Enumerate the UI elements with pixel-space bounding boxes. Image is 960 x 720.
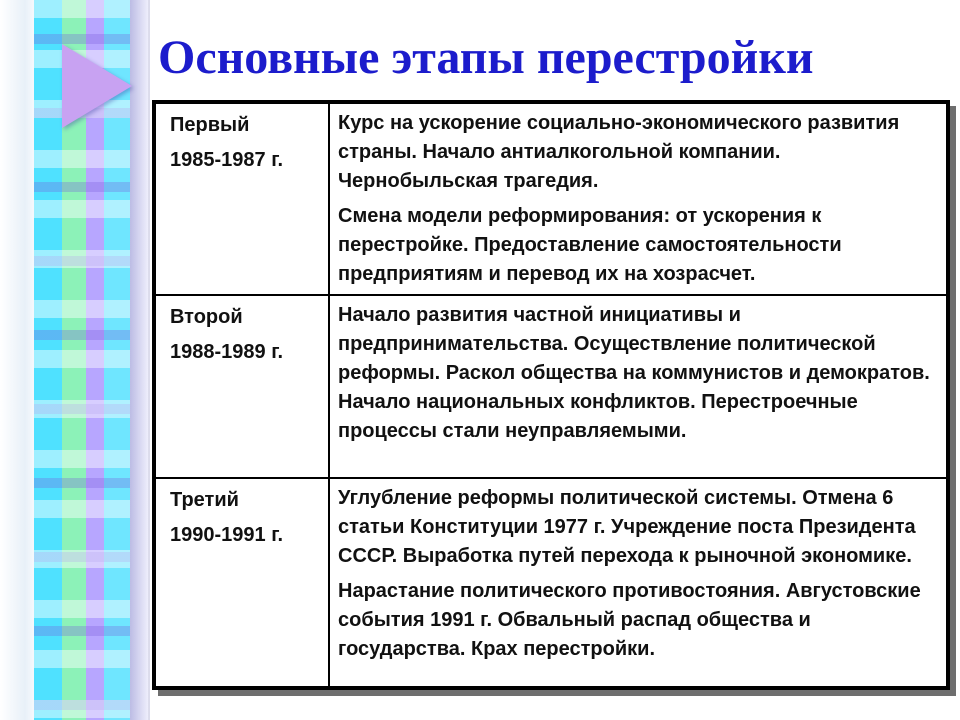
stage-description-cell [329, 478, 947, 687]
side-ribbon [130, 0, 148, 720]
stage-description-cell [329, 295, 947, 478]
stage-paragraph: Нарастание политического противостояния. Августовские события 1991 г. Обвальный распад общества и государства. Крах перестройки. [338, 580, 921, 660]
stages-table [154, 102, 948, 688]
table-row [155, 295, 947, 478]
stage-paragraph: Углубление реформы политической системы. Отмена 6 статьи Конституции 1977 г. Учреждение поста Президента СССР. Выработка путей перехода к рыночной экономике. [338, 487, 916, 567]
stages-table-container [152, 100, 950, 690]
stage-period-cell [155, 478, 329, 687]
stage-name: Первый [170, 114, 250, 136]
stage-description-cell [329, 103, 947, 295]
stage-years: 1985-1987 г. [170, 149, 284, 171]
slide-title: Основные этапы перестройки [158, 31, 814, 84]
stage-paragraph: Смена модели реформирования: от ускорения к перестройке. Предоставление самостоятельности предприятиям и перевод их на хозрасчет. [338, 205, 842, 285]
triangle-arrow-icon [62, 44, 132, 128]
stage-name: Второй [170, 306, 243, 328]
stage-paragraph: Начало развития частной инициативы и предпринимательства. Осуществление политической реформы. Раскол общества на коммунистов и демократов. Начало национальных конфликтов. Перестроечные процессы стали неуправляемыми. [338, 304, 930, 442]
stage-period-cell [155, 103, 329, 295]
stage-period-cell [155, 295, 329, 478]
stage-paragraph: Курс на ускорение социально-экономического развития страны. Начало антиалкогольной компании. Чернобыльская трагедия. [338, 112, 900, 192]
stage-years: 1990-1991 г. [170, 524, 284, 546]
table-row [155, 478, 947, 687]
stage-years: 1988-1989 г. [170, 341, 284, 363]
stage-name: Третий [170, 489, 239, 511]
table-row [155, 103, 947, 295]
